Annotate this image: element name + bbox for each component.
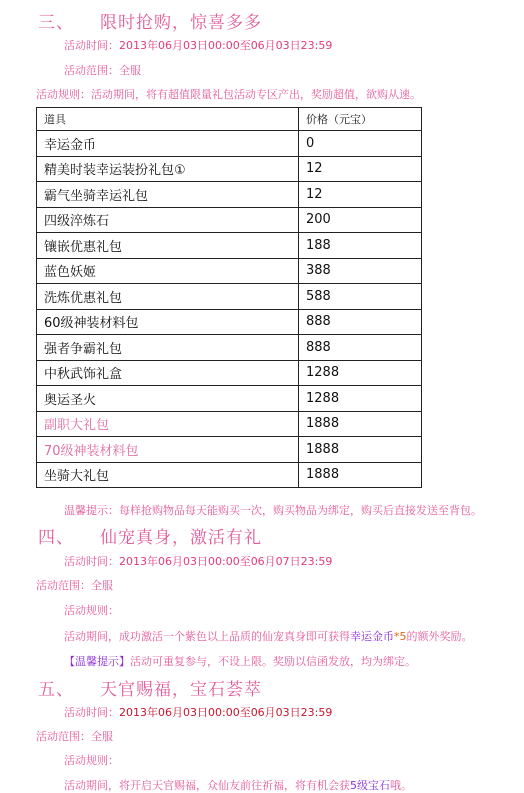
time-value: 2013年06月03日00:00至06月03日23:59 bbox=[119, 39, 333, 52]
item-name: 精美时装幸运装扮礼包① bbox=[37, 156, 299, 182]
item-price: 1288 bbox=[299, 360, 422, 386]
desc-text: 哦。 bbox=[390, 779, 412, 792]
item-name: 镶嵌优惠礼包 bbox=[37, 233, 299, 259]
item-name: 中秋武饰礼盒 bbox=[37, 360, 299, 386]
item-price: 1888 bbox=[299, 411, 422, 437]
item-price: 1888 bbox=[299, 462, 422, 488]
section-4-heading bbox=[38, 523, 262, 548]
section-number: 三、 bbox=[38, 13, 74, 33]
table-row bbox=[37, 386, 422, 412]
warm-tip bbox=[64, 653, 416, 669]
desc-text: 活动期间，成功激活一个紫色以上品质的仙宠真身即可获得 bbox=[64, 630, 350, 643]
activity-scope: 活动范围：全服 bbox=[36, 730, 113, 743]
table-row bbox=[37, 360, 422, 386]
item-price: 1288 bbox=[299, 386, 422, 412]
item-price: 1888 bbox=[299, 437, 422, 463]
time-value: 2013年06月03日00:00至06月07日23:59 bbox=[119, 555, 333, 568]
item-price: 388 bbox=[299, 258, 422, 284]
activity-scope: 活动范围：全服 bbox=[64, 64, 141, 77]
time-label: 活动时间： bbox=[64, 706, 119, 719]
table-row bbox=[37, 284, 422, 310]
item-name: 70级神装材料包 bbox=[37, 437, 299, 463]
table-row bbox=[37, 411, 422, 437]
table-header-row bbox=[37, 108, 422, 131]
item-name: 60级神装材料包 bbox=[37, 309, 299, 335]
activity-description bbox=[64, 628, 473, 644]
activity-rule: 活动规则：活动期间，将有超值限量礼包活动专区产出，奖励超值，欲购从速。 bbox=[36, 88, 421, 101]
section-title: 天官赐福，宝石荟萃 bbox=[100, 680, 262, 700]
section-3-heading bbox=[38, 8, 262, 33]
tip-text: 活动可重复参与，不设上限。奖励以信函发放，均为绑定。 bbox=[130, 655, 416, 668]
items-price-table bbox=[36, 107, 422, 488]
activity-time bbox=[64, 553, 332, 569]
item-price: 12 bbox=[299, 156, 422, 182]
activity-rule-label: 活动规则： bbox=[64, 754, 119, 767]
section-number: 五、 bbox=[38, 680, 74, 700]
time-value: 2013年06月03日00:00至06月03日23:59 bbox=[119, 706, 333, 719]
table-row bbox=[37, 309, 422, 335]
reward-quantity: *5 bbox=[394, 630, 407, 643]
item-price: 0 bbox=[299, 131, 422, 157]
table-row bbox=[37, 437, 422, 463]
section-title: 限时抢购，惊喜多多 bbox=[100, 13, 262, 33]
item-name: 坐骑大礼包 bbox=[37, 462, 299, 488]
activity-time bbox=[64, 37, 332, 53]
section-title: 仙宠真身，激活有礼 bbox=[100, 528, 262, 548]
item-price: 888 bbox=[299, 309, 422, 335]
purchase-tip: 温馨提示：每样抢购物品每天能购买一次，购买物品为绑定，购买后直接发送至背包。 bbox=[64, 504, 482, 517]
table-row bbox=[37, 233, 422, 259]
item-price: 588 bbox=[299, 284, 422, 310]
activity-scope: 活动范围：全服 bbox=[36, 579, 113, 592]
item-price: 188 bbox=[299, 233, 422, 259]
time-label: 活动时间： bbox=[64, 555, 119, 568]
item-price: 12 bbox=[299, 182, 422, 208]
item-name: 幸运金币 bbox=[37, 131, 299, 157]
item-name: 霸气坐骑幸运礼包 bbox=[37, 182, 299, 208]
reward-item: 幸运金币 bbox=[350, 630, 394, 643]
item-price: 200 bbox=[299, 207, 422, 233]
table-row bbox=[37, 131, 422, 157]
table-row bbox=[37, 182, 422, 208]
item-price: 888 bbox=[299, 335, 422, 361]
item-name: 蓝色妖姬 bbox=[37, 258, 299, 284]
table-row bbox=[37, 335, 422, 361]
table-row bbox=[37, 462, 422, 488]
item-name: 洗炼优惠礼包 bbox=[37, 284, 299, 310]
table-row bbox=[37, 207, 422, 233]
item-name: 强者争霸礼包 bbox=[37, 335, 299, 361]
section-number: 四、 bbox=[38, 528, 74, 548]
table-row bbox=[37, 258, 422, 284]
activity-time bbox=[64, 704, 332, 720]
reward-item: 5级宝石 bbox=[350, 779, 390, 792]
activity-rule-label: 活动规则： bbox=[64, 604, 119, 617]
section-5-heading bbox=[38, 675, 262, 700]
desc-text: 活动期间，将开启天官赐福，众仙友前往祈福，将有机会获 bbox=[64, 779, 350, 792]
item-name: 四级淬炼石 bbox=[37, 207, 299, 233]
time-label: 活动时间： bbox=[64, 39, 119, 52]
header-item: 道具 bbox=[37, 108, 299, 131]
header-price: 价格（元宝） bbox=[299, 108, 422, 131]
table-row bbox=[37, 156, 422, 182]
activity-description bbox=[64, 777, 412, 793]
item-name: 奥运圣火 bbox=[37, 386, 299, 412]
item-name: 副职大礼包 bbox=[37, 411, 299, 437]
desc-text: 的额外奖励。 bbox=[406, 630, 473, 643]
tip-label: 【温馨提示】 bbox=[64, 655, 130, 668]
